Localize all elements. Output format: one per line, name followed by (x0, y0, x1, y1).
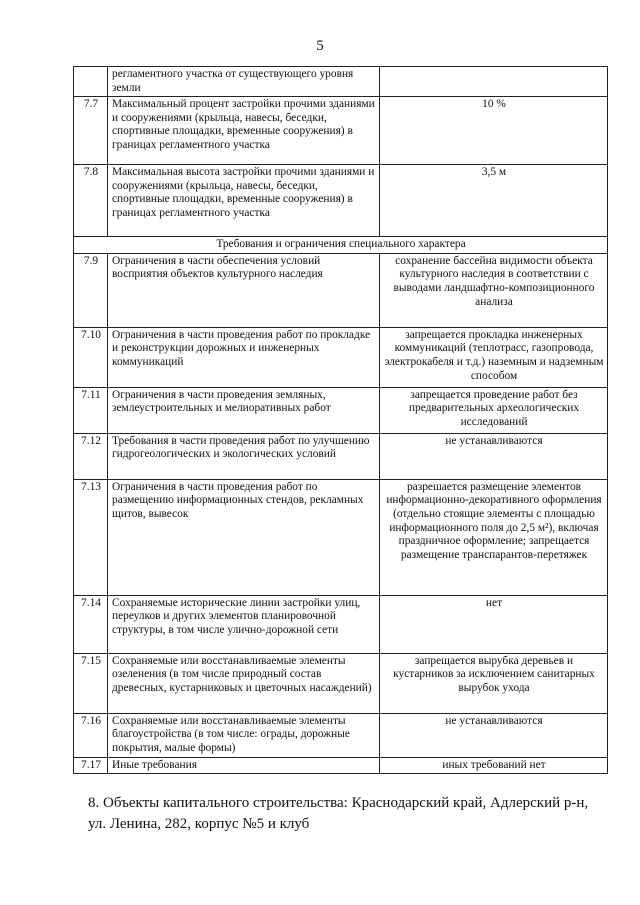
row-value (380, 67, 608, 97)
row-description: Требования в части проведения работ по улучшению гидрогеологических и экологических условий (108, 433, 380, 479)
row-description: Максимальная высота застройки прочими зданиями и сооружениями (крыльца, навесы, беседки, спортивные площадки, временные сооружения) в границах регламентного участка (108, 165, 380, 237)
regulations-table (73, 66, 608, 774)
table-row (74, 67, 608, 97)
row-value: запрещается вырубка деревьев и кустарников за исключением санитарных вырубок ухода (380, 653, 608, 713)
section-header-row (74, 237, 608, 254)
section-8-heading: 8. Объекты капитального строительства: Краснодарский край, Адлерский р-н, ул. Ленина, 282, корпус №5 и клуб (88, 795, 589, 832)
row-value: не устанавливаются (380, 433, 608, 479)
row-description: регламентного участка от существующего уровня земли (108, 67, 380, 97)
row-description: Максимальный процент застройки прочими зданиями и сооружениями (крыльца, навесы, беседки, спортивные площадки, временные сооружения) в границах регламентного участка (108, 97, 380, 165)
row-description: Иные требования (108, 757, 380, 774)
row-description: Сохраняемые исторические линии застройки улиц, переулков и других элементов планировочной структуры, в том числе улично-дорожной сети (108, 595, 380, 653)
table-row (74, 253, 608, 327)
row-number: 7.9 (74, 253, 108, 327)
table-row (74, 165, 608, 237)
table-row (74, 97, 608, 165)
row-value: иных требований нет (380, 757, 608, 774)
row-value: запрещается прокладка инженерных коммуникаций (теплотрасс, газопровода, электрокабеля и т.д.) наземным и надземным способом (380, 327, 608, 387)
table-row (74, 479, 608, 595)
row-number: 7.13 (74, 479, 108, 595)
row-description: Ограничения в части обеспечения условий восприятия объектов культурного наследия (108, 253, 380, 327)
row-number: 7.12 (74, 433, 108, 479)
row-number: 7.11 (74, 387, 108, 433)
row-number: 7.16 (74, 713, 108, 757)
row-description: Сохраняемые или восстанавливаемые элементы озеленения (в том числе природный состав древесных, кустарниковых и цветочных насаждений) (108, 653, 380, 713)
table-row (74, 387, 608, 433)
row-value: разрешается размещение элементов информационно-декоративного оформления (отдельно стоящие элементы с площадью информационного поля до 2,5 м²), включая праздничное оформление; запрещается размещение транспарантов-перетяжек (380, 479, 608, 595)
row-number: 7.10 (74, 327, 108, 387)
row-number (74, 67, 108, 97)
page-number: 5 (316, 38, 324, 54)
table-row (74, 433, 608, 479)
row-description: Ограничения в части проведения земляных, землеустроительных и мелиоративных работ (108, 387, 380, 433)
row-number: 7.14 (74, 595, 108, 653)
table-row (74, 595, 608, 653)
row-value: не устанавливаются (380, 713, 608, 757)
row-value: 3,5 м (380, 165, 608, 237)
row-description: Ограничения в части проведения работ по прокладке и реконструкции дорожных и инженерных коммуникаций (108, 327, 380, 387)
row-number: 7.8 (74, 165, 108, 237)
section-title: Требования и ограничения специального характера (74, 237, 608, 254)
row-value: запрещается проведение работ без предварительных археологических исследований (380, 387, 608, 433)
row-number: 7.7 (74, 97, 108, 165)
row-description: Сохраняемые или восстанавливаемые элементы благоустройства (в том числе: ограды, дорожные покрытия, малые формы) (108, 713, 380, 757)
row-description: Ограничения в части проведения работ по размещению информационных стендов, рекламных щитов, вывесок (108, 479, 380, 595)
row-number: 7.17 (74, 757, 108, 774)
row-value: сохранение бассейна видимости объекта культурного наследия в соответствии с выводами ландшафтно-композиционного анализа (380, 253, 608, 327)
table-row (74, 713, 608, 757)
row-number: 7.15 (74, 653, 108, 713)
row-value: нет (380, 595, 608, 653)
row-value: 10 % (380, 97, 608, 165)
table-row (74, 653, 608, 713)
table-row (74, 757, 608, 774)
table-row (74, 327, 608, 387)
